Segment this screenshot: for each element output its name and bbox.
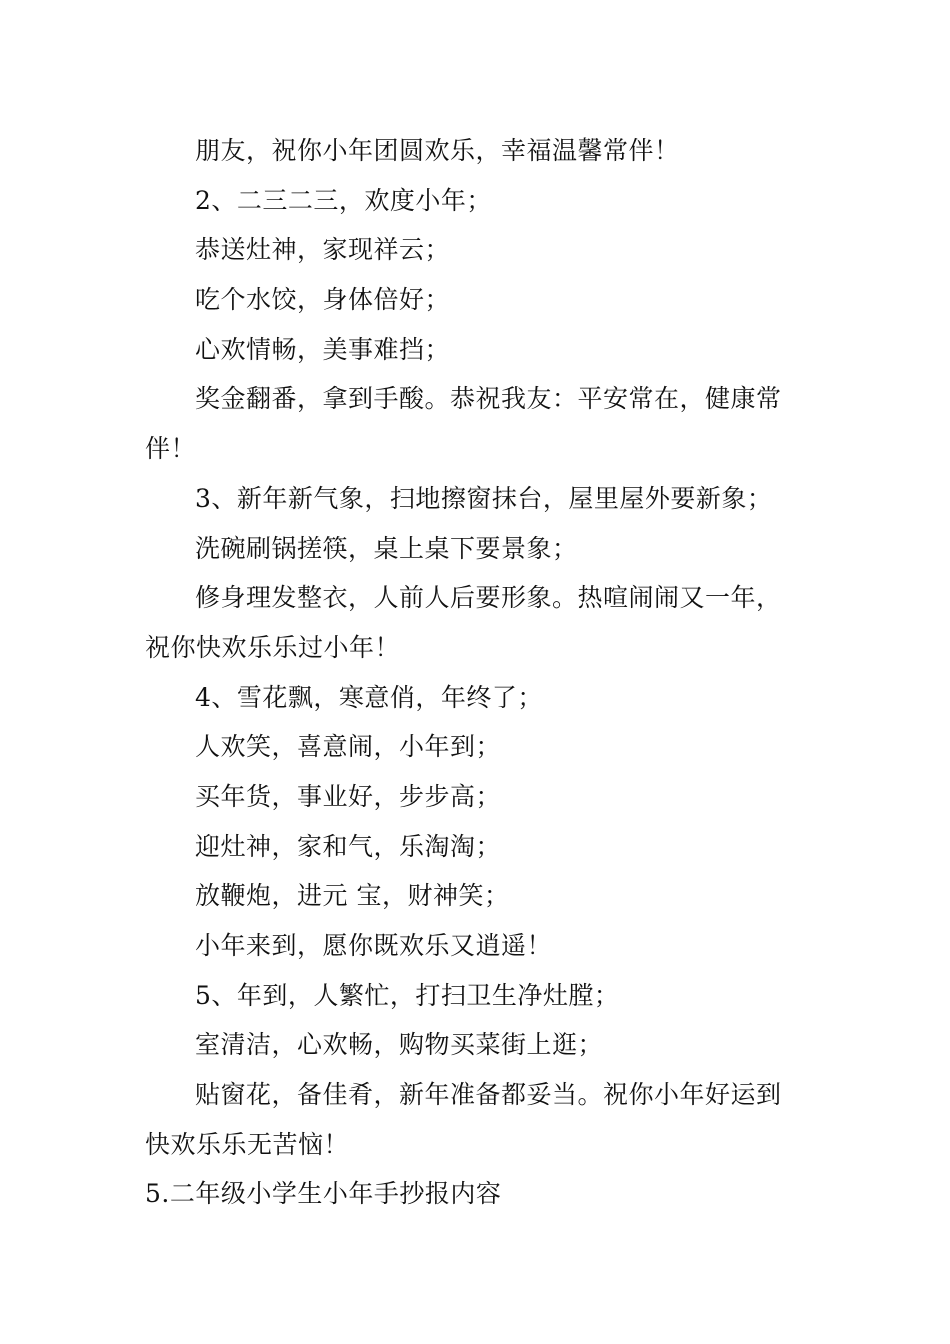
text-line: 5、年到，人繁忙，打扫卫生净灶膛； <box>195 980 620 1010</box>
text-line: 贴窗花，备佳肴，新年准备都妥当。祝你小年好运到 <box>195 1080 782 1110</box>
text-line: 2、二三二三，欢度小年； <box>195 185 492 215</box>
text-line: 小年来到，愿你既欢乐又逍遥！ <box>195 931 553 960</box>
text-line: 洗碗刷锅搓筷，桌上桌下要景象； <box>195 533 578 563</box>
text-line: 祝你快欢乐乐过小年！ <box>145 632 401 662</box>
text-line: 恭送灶神，家现祥云； <box>195 235 451 265</box>
text-line: 室清洁，心欢畅，购物买菜街上逛； <box>195 1030 604 1060</box>
section-heading: 5.二年级小学生小年手抄报内容 <box>145 1179 502 1209</box>
text-line: 快欢乐乐无苦恼！ <box>145 1129 350 1159</box>
text-line: 放鞭炮，进元 宝，财神笑； <box>195 881 510 911</box>
document-body <box>145 126 810 1219</box>
text-line: 3、新年新气象，扫地擦窗抹台，屋里屋外要新象； <box>195 483 773 513</box>
text-line: 修身理发整衣，人前人后要形象。热喧闹闹又一年， <box>195 583 782 613</box>
text-line: 心欢情畅，美事难挡； <box>195 334 451 364</box>
text-line: 4、雪花飘，寒意俏，年终了； <box>195 682 543 712</box>
text-line: 伴！ <box>145 434 197 464</box>
text-line: 奖金翻番，拿到手酸。恭祝我友：平安常在，健康常 <box>195 384 782 414</box>
text-line: 朋友，祝你小年团圆欢乐，幸福温馨常伴！ <box>195 136 680 165</box>
text-line: 人欢笑，喜意闹，小年到； <box>195 732 502 762</box>
text-line: 买年货，事业好，步步高； <box>195 781 502 811</box>
text-line: 吃个水饺，身体倍好； <box>195 285 451 315</box>
text-line: 迎灶神，家和气，乐淘淘； <box>195 831 502 861</box>
